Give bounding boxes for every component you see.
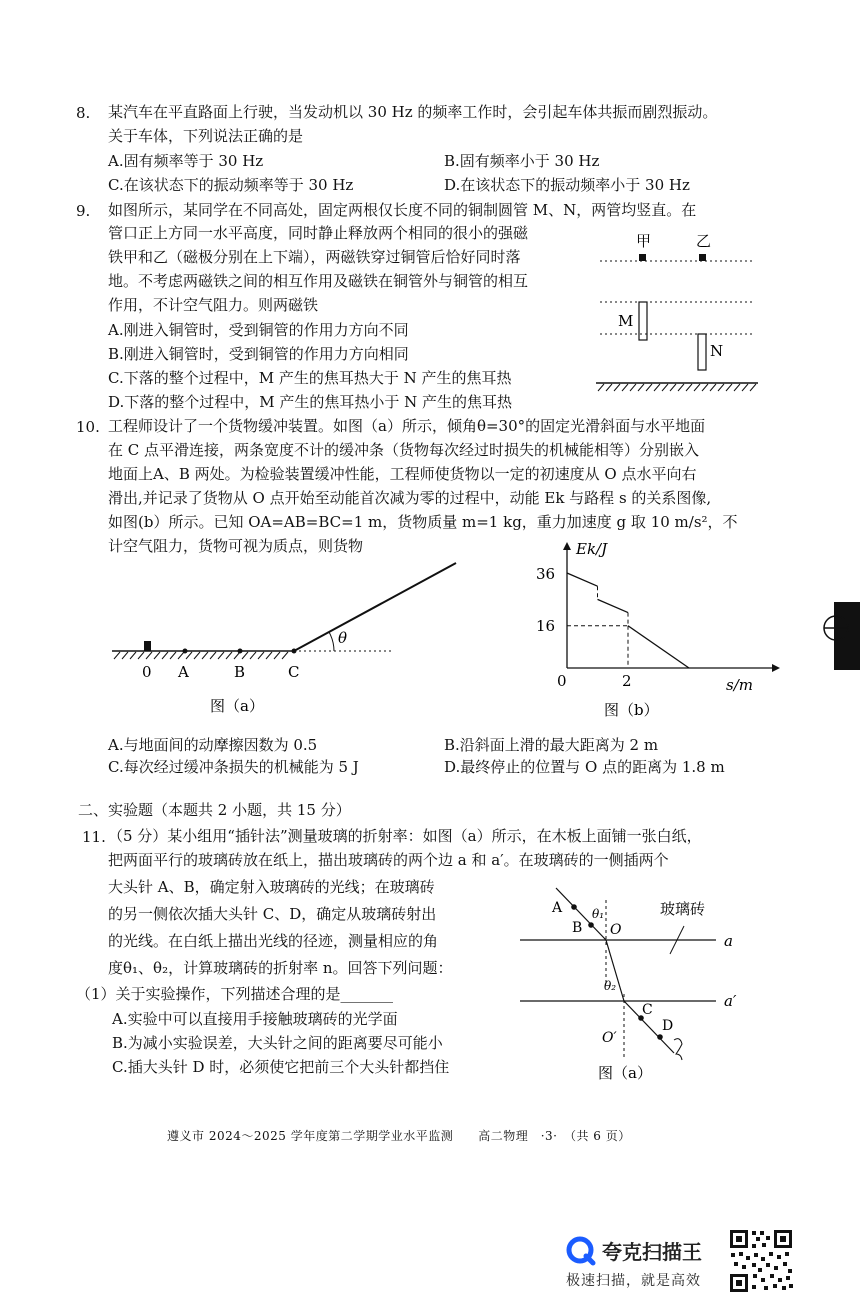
option-c: C.每次经过缓冲条损失的机械能为 5 J [108, 758, 359, 776]
question-text: 地。不考虑两磁铁之间的相互作用及磁铁在铜管外与铜管的相互 [108, 272, 529, 290]
question-text: 铁甲和乙（磁极分别在上下端），两磁铁穿过铜管后恰好同时落 [108, 248, 521, 266]
binder-tab-icon [818, 602, 860, 670]
option-b: B.刚进入铜管时，受到铜管的作用力方向相同 [108, 345, 409, 363]
refraction-figure [512, 880, 748, 1086]
question-text: 如图(b）所示。已知 OA=AB=BC=1 m，货物质量 m=1 kg，重力加速度 g 取 10 m/s²，不 [108, 513, 738, 531]
option-d: D.下落的整个过程中，M 产生的焦耳热小于 N 产生的焦耳热 [108, 393, 513, 411]
eye-icon [674, 1039, 682, 1060]
pin-b-label: B [572, 920, 583, 936]
question-text: 管口正上方同一水平高度，同时静止释放两个相同的很小的强磁 [108, 224, 529, 242]
option-a: A.与地面间的动摩擦因数为 0.5 [108, 736, 318, 754]
question-number: 10. [76, 418, 100, 436]
label-c: C [288, 663, 300, 681]
label-b: B [234, 663, 246, 681]
brand-slogan: 极速扫描，就是高效 [566, 1273, 701, 1289]
question-text: 如图所示，某同学在不同高处，固定两根仅长度不同的铜制圆管 M、N，两管均竖直。在 [108, 201, 697, 219]
x-tick-2: 2 [622, 672, 632, 690]
figure-caption: 图（a） [598, 1064, 652, 1082]
question-number: 11. [82, 828, 106, 846]
ek-s-chart [530, 540, 790, 725]
label-n: N [710, 342, 724, 360]
figure-caption: 图（a） [210, 697, 264, 715]
label-yi: 乙 [696, 232, 712, 250]
option-b: B.沿斜面上滑的最大距离为 2 m [444, 736, 659, 754]
y-axis-label: Ek/J [576, 540, 608, 558]
qr-code-icon [728, 1228, 794, 1294]
glass-label: 玻璃砖 [660, 900, 706, 918]
pin-a-label: A [552, 900, 563, 916]
theta-label: θ [338, 629, 348, 647]
option-a: A.固有频率等于 30 Hz [108, 152, 264, 170]
option-c: C.下落的整个过程中，M 产生的焦耳热大于 N 产生的焦耳热 [108, 369, 512, 387]
label-jia: 甲 [636, 232, 652, 250]
label-o: 0 [142, 663, 152, 681]
question-number: 8. [76, 104, 91, 122]
point-o-label: O [610, 922, 622, 938]
option-c: C.在该状态下的振动频率等于 30 Hz [108, 176, 354, 194]
chart-segment-1 [567, 573, 598, 586]
y-tick-16: 16 [536, 617, 556, 635]
scanner-watermark [566, 1228, 726, 1290]
question-text: 工程师设计了一个货物缓冲装置。如图（a）所示，倾角θ=30°的固定光滑斜面与水平地面 [108, 417, 706, 435]
origin-label: 0 [557, 672, 567, 690]
option-b: B.固有频率小于 30 Hz [444, 152, 600, 170]
magnet-tube-figure [590, 228, 770, 398]
option-b: B.为减小实验误差，大头针之间的距离要尽可能小 [112, 1034, 443, 1052]
quark-logo-icon [566, 1236, 596, 1266]
label-a: A [178, 663, 189, 681]
question-text: 的另一侧依次插大头针 C、D，确定从玻璃砖射出 [108, 905, 437, 923]
option-c: C.插大头针 D 时，必须使它把前三个大头针都挡住 [112, 1058, 450, 1076]
question-text: 滑出,并记录了货物从 O 点开始至动能首次减为零的过程中，动能 Ek 与路程 s 的关系图像, [108, 489, 712, 507]
incline-figure-a [110, 555, 490, 725]
label-m: M [618, 312, 634, 330]
question-text: 作用，不计空气阻力。则两磁铁 [108, 296, 319, 314]
y-tick-36: 36 [536, 565, 556, 583]
question-text: 计空气阻力，货物可视为质点，则货物 [108, 537, 364, 555]
page-footer: 遵义市 2024～2025 学年度第二学期学业水平监测 高二物理 ·3· （共 6 页） [167, 1129, 631, 1143]
question-text: （5 分）某小组用“插针法”测量玻璃的折射率：如图（a）所示，在木板上面铺一张白纸， [108, 827, 702, 845]
question-number: 9. [76, 202, 91, 220]
theta2-label: θ₂ [604, 979, 617, 993]
question-text: 把两面平行的玻璃砖放在纸上，描出玻璃砖的两个边 a 和 a′。在玻璃砖的一侧插两个 [108, 851, 669, 869]
edge-a2-label: a′ [724, 992, 737, 1010]
pin-d-label: D [662, 1018, 674, 1034]
theta1-label: θ₁ [592, 907, 605, 921]
edge-a-label: a [724, 932, 733, 950]
chart-segment-2 [598, 599, 629, 612]
option-d: D.在该状态下的振动频率小于 30 Hz [444, 176, 690, 194]
point-o2-label: O′ [602, 1030, 617, 1046]
question-text: 某汽车在平直路面上行驶，当发动机以 30 Hz 的频率工作时，会引起车体共振而剧烈振动。 [108, 103, 718, 121]
question-text: 在 C 点平滑连接，两条宽度不计的缓冲条（货物每次经过时损失的机械能相等）分别嵌入 [108, 441, 700, 459]
chart-segment-3 [628, 626, 689, 668]
question-text: 地面上A、B 两处。为检验装置缓冲性能，工程师使货物以一定的初速度从 O 点水平向右 [108, 465, 697, 483]
question-text: 的光线。在白纸上描出光线的径迹，测量相应的角 [108, 932, 439, 950]
question-text: 关于车体，下列说法正确的是 [108, 127, 304, 145]
question-text: 大头针 A、B，确定射入玻璃砖的光线；在玻璃砖 [108, 878, 435, 896]
sub-question-1: （1）关于实验操作，下列描述合理的是_______ [76, 985, 394, 1003]
x-axis-label: s/m [726, 676, 753, 694]
option-a: A.实验中可以直接用手接触玻璃砖的光学面 [112, 1010, 398, 1028]
figure-caption: 图（b） [604, 701, 659, 719]
pin-c-label: C [642, 1002, 653, 1018]
brand-name: 夸克扫描王 [602, 1240, 702, 1264]
section-heading: 二、实验题（本题共 2 小题，共 15 分） [78, 801, 351, 819]
option-a: A.刚进入铜管时，受到铜管的作用力方向不同 [108, 321, 409, 339]
question-text: 度θ₁、θ₂，计算玻璃砖的折射率 n。回答下列问题： [108, 959, 453, 977]
option-d: D.最终停止的位置与 O 点的距离为 1.8 m [444, 758, 725, 776]
